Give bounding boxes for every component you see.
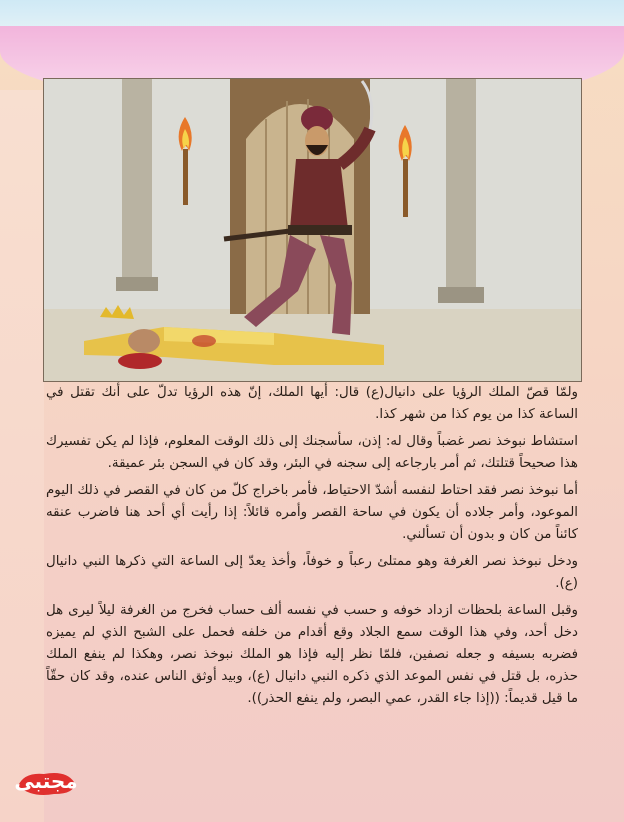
magazine-logo-text: مجتبى [14,769,78,793]
story-paragraph: ودخل نبوخذ نصر الغرفة وهو ممتلئ رعباً و خوفاً، وأخذ يعدّ إلى الساعة التي ذكرها النبي دانيال (ع). [46,554,578,591]
left-margin-strip [0,90,44,822]
story-paragraph: وقبل الساعة بلحظات ازداد خوفه و حسب في نفسه ألف حساب فخرج من الغرفة ليلاً ليرى هل دخل أحد، وفي هذا الوقت سمع الجلاد وقع أقدام من خلفه فحمل على الشبح الذي لم يميزه فضربه بسيفه و جعله نصفين، فلمّا نظر إليه فإذا هو الملك نبوخذ نصر، وهكذا لم ينفع الملك حذره، بل قتل في نفس الموعد الذي ذكره النبي دانيال (ع)، وبيد أوثق الناس عنده، وقد كان حقّاً ما قيل قديماً: ((إذا جاء القدر، عمي البصر، ولم ينفع الحذر)). [46,603,578,706]
story-text [46,382,578,715]
story-paragraph: استشاط نبوخذ نصر غضباً وقال له: إذن، سأسجنك إلى ذلك الوقت المعلوم، فإذا لم يكن تفسيرك هذا صحيحاً قتلتك، ثم أمر بارجاعه إلى سجنه في البئر، وقد كان في السجن بئر عميقة. [46,434,578,471]
executioner-scene-drawing [44,79,581,381]
story-paragraph: ولمّا قصّ الملك الرؤيا على دانيال(ع) قال: أيها الملك، إنّ هذه الرؤيا تدلّ على أنك تقتل في الساعة كذا من يوم كذا من شهر كذا. [46,385,578,422]
story-paragraph: أما نبوخذ نصر فقد احتاط لنفسه أشدّ الاحتياط، فأمر باخراج كلّ من كان في القصر في ذلك اليوم الموعود، وأمر جلاده أن يكون في ساحة القصر وأمره قائلاً: إذا رأيت أي أحد هنا فاضرب عنقه كائناً من كان و بدون أن تسألني. [46,483,578,542]
story-illustration [43,78,582,382]
